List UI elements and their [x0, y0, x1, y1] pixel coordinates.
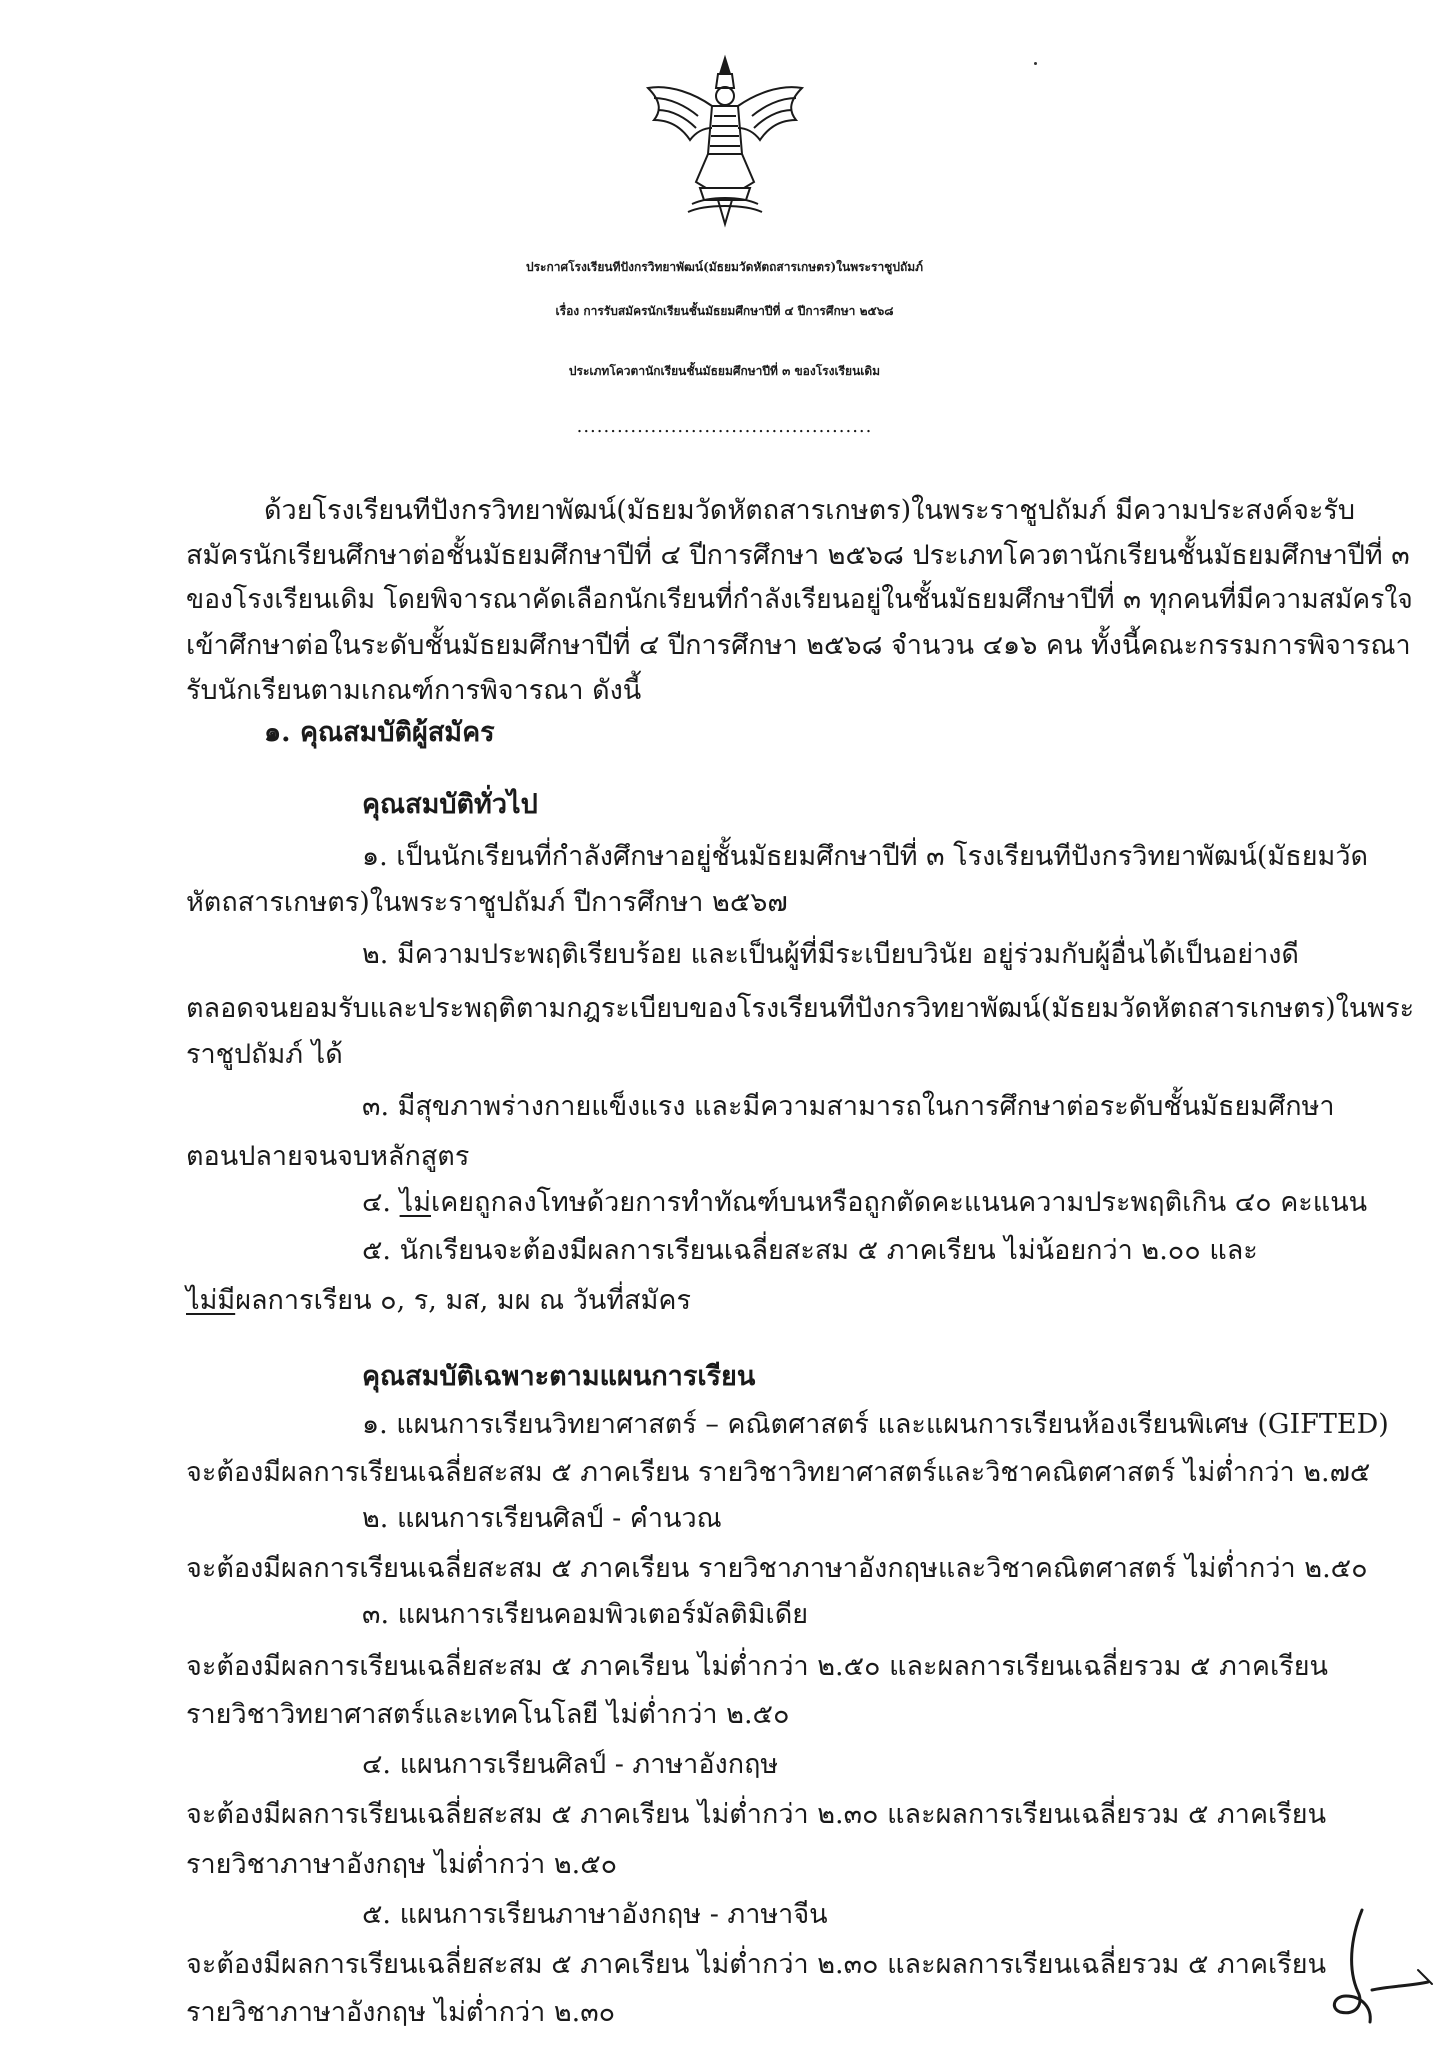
- announcement-title: ประกาศโรงเรียนทีปังกรวิทยาพัฒน์(มัธยมวัดหัตถสารเกษตร)ในพระราชูปถัมภ์: [525, 260, 924, 274]
- general-item-2-line-2: ตลอดจนยอมรับและประพฤติตามกฎระเบียบของโรงเรียนทีปังกรวิทยาพัฒน์(มัธยมวัดหัตถสารเกษตร)ในพระ: [186, 993, 1415, 1024]
- plan-5-requirement-line-2: รายวิชาภาษาอังกฤษ ไม่ต่ำกว่า ๒.๓๐: [186, 1997, 616, 2028]
- general-item-3-line-1: ๓. มีสุขภาพร่างกายแข็งแรง และมีความสามารถในการศึกษาต่อระดับชั้นมัธยมศึกษา: [362, 1091, 1335, 1122]
- scan-speck: [1034, 62, 1037, 65]
- general-item-4-text: เคยถูกลงโทษด้วยการทำทัณฑ์บนหรือถูกตัดคะแนนความประพฤติเกิน ๔๐ คะแนน: [431, 1187, 1368, 1218]
- plan-4-title: ๔. แผนการเรียนศิลป์ - ภาษาอังกฤษ: [362, 1749, 779, 1780]
- announcement-category: ประเภทโควตานักเรียนชั้นมัธยมศึกษาปีที่ ๓ ของโรงเรียนเดิม: [568, 364, 881, 378]
- plan-4-requirement-line-1: จะต้องมีผลการเรียนเฉลี่ยสะสม ๕ ภาคเรียน ไม่ต่ำกว่า ๒.๓๐ และผลการเรียนเฉลี่ยรวม ๕ ภาคเรียน: [186, 1799, 1327, 1830]
- general-item-5-line-1: ๕. นักเรียนจะต้องมีผลการเรียนเฉลี่ยสะสม ๕ ภาคเรียน ไม่น้อยกว่า ๒.๐๐ และ: [362, 1235, 1258, 1266]
- general-item-1-line-1: ๑. เป็นนักเรียนที่กำลังศึกษาอยู่ชั้นมัธยมศึกษาปีที่ ๓ โรงเรียนทีปังกรวิทยาพัฒน์(มัธยมวัด: [362, 841, 1369, 872]
- handwritten-initial-signature: [1300, 1900, 1440, 2030]
- announcement-subject: เรื่อง การรับสมัครนักเรียนชั้นมัธยมศึกษาปีที่ ๔ ปีการศึกษา ๒๕๖๘: [555, 304, 894, 318]
- plan-5-title: ๕. แผนการเรียนภาษาอังกฤษ - ภาษาจีน: [362, 1899, 828, 1930]
- general-item-3-line-2: ตอนปลายจนจบหลักสูตร: [186, 1141, 470, 1172]
- general-item-4: [362, 1180, 1367, 1223]
- header-divider: ............................................: [576, 416, 873, 437]
- plan-4-requirement-line-2: รายวิชาภาษาอังกฤษ ไม่ต่ำกว่า ๒.๕๐: [186, 1849, 618, 1880]
- general-item-4-number: ๔.: [362, 1187, 400, 1218]
- general-item-5-line-2: [186, 1278, 691, 1321]
- general-qualifications-title: คุณสมบัติทั่วไป: [362, 789, 538, 820]
- general-item-1-line-2: หัตถสารเกษตร)ในพระราชูปถัมภ์ ปีการศึกษา ๒๕๖๗: [186, 887, 788, 918]
- intro-line-5: รับนักเรียนตามเกณฑ์การพิจารณา ดังนี้: [186, 675, 642, 706]
- plan-3-requirement-line-1: จะต้องมีผลการเรียนเฉลี่ยสะสม ๕ ภาคเรียน ไม่ต่ำกว่า ๒.๕๐ และผลการเรียนเฉลี่ยรวม ๕ ภาคเรียน: [186, 1651, 1329, 1682]
- general-item-5-underlined: ไม่มี: [186, 1285, 236, 1316]
- section-1-title: ๑. คุณสมบัติผู้สมัคร: [264, 717, 495, 748]
- plan-2-requirement: จะต้องมีผลการเรียนเฉลี่ยสะสม ๕ ภาคเรียน รายวิชาภาษาอังกฤษและวิชาคณิตศาสตร์ ไม่ต่ำกว่า ๒.๕๐: [186, 1553, 1368, 1584]
- plan-3-requirement-line-2: รายวิชาวิทยาศาสตร์และเทคโนโลยี ไม่ต่ำกว่า ๒.๕๐: [186, 1699, 790, 1730]
- intro-line-4: เข้าศึกษาต่อในระดับชั้นมัธยมศึกษาปีที่ ๔ ปีการศึกษา ๒๕๖๘ จำนวน ๔๑๖ คน ทั้งนี้คณะกรรมการพิจารณา: [186, 630, 1411, 661]
- general-item-2-line-3: ราชูปถัมภ์ ได้: [186, 1039, 343, 1070]
- general-item-4-underlined: ไม่: [399, 1187, 431, 1218]
- plan-1-title: ๑. แผนการเรียนวิทยาศาสตร์ – คณิตศาสตร์ และแผนการเรียนห้องเรียนพิเศษ (GIFTED): [362, 1409, 1389, 1440]
- plan-2-title: ๒. แผนการเรียนศิลป์ - คำนวณ: [362, 1503, 722, 1534]
- plan-qualifications-title: คุณสมบัติเฉพาะตามแผนการเรียน: [362, 1361, 756, 1392]
- plan-1-requirement: จะต้องมีผลการเรียนเฉลี่ยสะสม ๕ ภาคเรียน รายวิชาวิทยาศาสตร์และวิชาคณิตศาสตร์ ไม่ต่ำกว่า ๒.๗๕: [186, 1457, 1371, 1488]
- intro-line-2: สมัครนักเรียนศึกษาต่อชั้นมัธยมศึกษาปีที่ ๔ ปีการศึกษา ๒๕๖๘ ประเภทโควตานักเรียนชั้นมัธยมศึกษาปีที่ ๓: [186, 540, 1410, 571]
- general-item-2-line-1: ๒. มีความประพฤติเรียบร้อย และเป็นผู้ที่มีระเบียบวินัย อยู่ร่วมกับผู้อื่นได้เป็นอย่างดี: [362, 939, 1299, 970]
- general-item-5-text: ผลการเรียน ๐, ร, มส, มผ ณ วันที่สมัคร: [235, 1285, 691, 1316]
- garuda-emblem-icon: [640, 54, 810, 229]
- plan-3-title: ๓. แผนการเรียนคอมพิวเตอร์มัลติมิเดีย: [362, 1599, 809, 1630]
- plan-5-requirement-line-1: จะต้องมีผลการเรียนเฉลี่ยสะสม ๕ ภาคเรียน ไม่ต่ำกว่า ๒.๓๐ และผลการเรียนเฉลี่ยรวม ๕ ภาคเรียน: [186, 1949, 1327, 1980]
- intro-line-1: ด้วยโรงเรียนทีปังกรวิทยาพัฒน์(มัธยมวัดหัตถสารเกษตร)ในพระราชูปถัมภ์ มีความประสงค์จะรับ: [264, 495, 1356, 526]
- intro-line-3: ของโรงเรียนเดิม โดยพิจารณาคัดเลือกนักเรียนที่กำลังเรียนอยู่ในชั้นมัธยมศึกษาปีที่ ๓ ทุกคนที่มีความสมัครใจ: [186, 584, 1413, 615]
